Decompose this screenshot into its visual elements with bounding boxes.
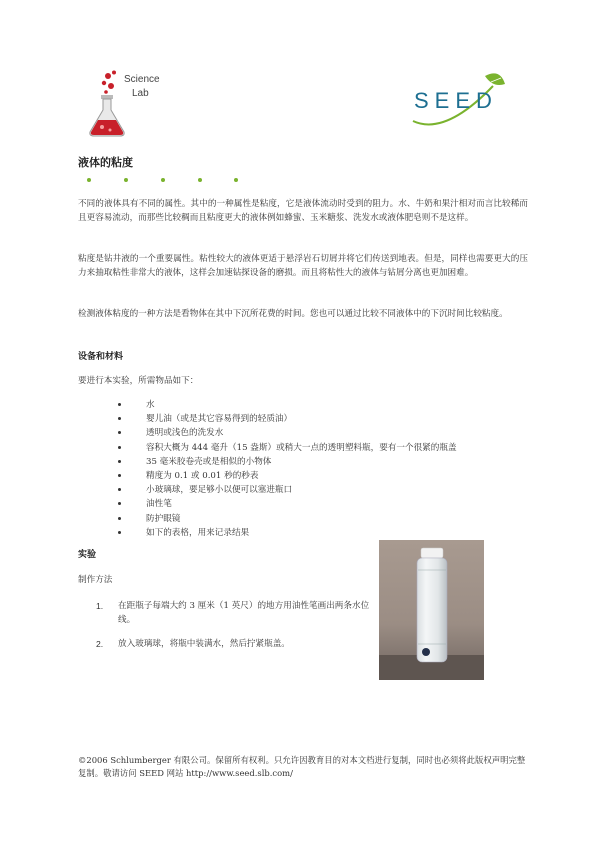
list-item: 精度为 0.1 或 0.01 秒的秒表 — [116, 469, 536, 483]
step-item — [96, 599, 376, 627]
experiment-heading: 实验 — [78, 550, 97, 560]
steps-list — [96, 599, 376, 661]
list-item: 容积大概为 444 毫升（15 盎斯）或稍大一点的透明塑料瓶，要有一个很紧的瓶盖 — [116, 441, 536, 455]
list-item: 如下的表格，用来记录结果 — [116, 526, 536, 540]
intro-paragraph-2: 粘度是钻井液的一个重要属性。粘性较大的液体更适于悬浮岩石切屑并将它们传送到地表。但是，同样也需要更大的压力来抽取粘性非常大的液体，这样会加速钻探设备的磨损。而且将粘性大的液体与钻屑分离也更加困难。 — [78, 254, 528, 278]
step-number: 1. — [96, 601, 104, 611]
page-title: 液体的粘度 — [78, 156, 133, 169]
list-item: 防护眼镜 — [116, 512, 536, 526]
materials-heading: 设备和材料 — [78, 352, 124, 362]
seed-wordmark: SEED — [414, 88, 498, 113]
list-item: 35 毫米胶卷壳或是相似的小物体 — [116, 455, 536, 469]
list-item: 小玻璃球，要足够小以便可以塞进瓶口 — [116, 483, 536, 497]
list-item: 透明或浅色的洗发水 — [116, 426, 536, 440]
list-item: 水 — [116, 398, 536, 412]
step-item — [96, 637, 376, 651]
intro-paragraph-1: 不同的液体具有不同的属性。其中的一种属性是粘度，它是液体流动时受到的阻力。水、牛奶和果汁相对而言比较稀而且更容易流动，而那些比较稠而且粘度更大的液体例如蜂蜜、玉米糖浆、洗发水或液体肥皂则不是这样。 — [78, 199, 528, 223]
list-item: 婴儿油（或是其它容易得到的轻质油） — [116, 412, 536, 426]
step-text: 在距瓶子每端大约 3 厘米（1 英尺）的地方用油性笔画出两条水位线。 — [118, 601, 370, 625]
method-label: 制作方法 — [78, 575, 113, 585]
materials-list — [116, 398, 536, 540]
intro-paragraph-3: 检测液体粘度的一种方法是看物体在其中下沉所花费的时间。您也可以通过比较不同液体中的下沉时间比较粘度。 — [78, 309, 508, 319]
step-number: 2. — [96, 639, 104, 649]
list-item: 油性笔 — [116, 497, 536, 511]
step-text: 放入玻璃球，将瓶中装满水，然后拧紧瓶盖。 — [118, 639, 290, 649]
materials-intro: 要进行本实验，所需物品如下： — [78, 376, 199, 386]
footer-copyright: ©2006 Schlumberger 有限公司。保留所有权利。只允许因教育目的对本文档进行复制，同时也必须将此版权声明完整复制。敬请访问 SEED 网站 http://www.seed.slb.com/ — [78, 755, 526, 778]
decorative-dots — [86, 177, 246, 183]
bottle-photo — [379, 540, 484, 680]
science-lab-wordmark: Science Lab — [124, 74, 160, 99]
